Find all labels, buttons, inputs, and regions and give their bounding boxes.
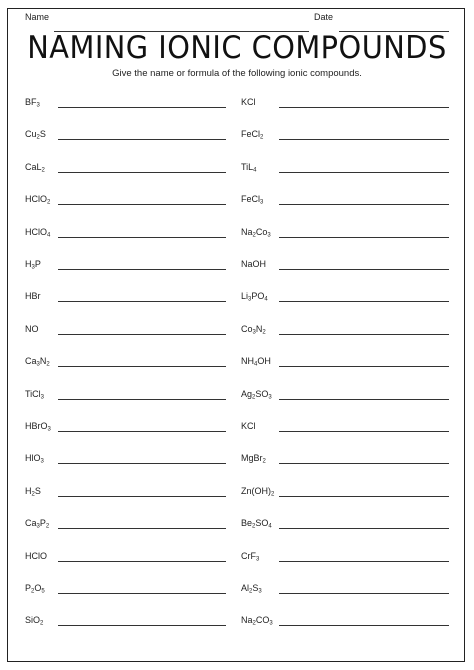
answer-line[interactable] (279, 301, 449, 302)
compound-formula: KCl (241, 421, 256, 431)
answer-line[interactable] (279, 269, 449, 270)
compound-formula: $Na_2CO_3$ (241, 615, 273, 627)
compound-formula: $H_2S$ (25, 486, 41, 498)
compound-formula: CrF$_3$ (241, 551, 260, 563)
compound-formula: NO (25, 324, 39, 334)
answer-line[interactable] (58, 431, 226, 432)
answer-line[interactable] (58, 139, 226, 140)
compound-formula: $Zn(OH)_2$ (241, 486, 275, 498)
answer-line[interactable] (279, 204, 449, 205)
answer-line[interactable] (58, 107, 226, 108)
answer-line[interactable] (279, 561, 449, 562)
compound-formula: HClO$_2$ (25, 194, 51, 206)
answer-line[interactable] (279, 496, 449, 497)
answer-line[interactable] (279, 625, 449, 626)
answer-line[interactable] (58, 301, 226, 302)
compound-formula: TiCl$_3$ (25, 389, 45, 401)
compound-formula: $Ag_2SO_3$ (241, 389, 272, 401)
compound-formula: FeCl$_3$ (241, 194, 264, 206)
name-label: Name (25, 12, 50, 22)
answer-line[interactable] (58, 366, 226, 367)
answer-line[interactable] (58, 237, 226, 238)
answer-line[interactable] (58, 204, 226, 205)
answer-line[interactable] (279, 237, 449, 238)
compound-formula: TiL$_4$ (241, 162, 257, 174)
compound-formula: $Al_2S_3$ (241, 583, 262, 595)
answer-line[interactable] (58, 625, 226, 626)
compound-formula: $NH_4OH$ (241, 356, 271, 368)
compound-formula: KCl (241, 97, 256, 107)
answer-line[interactable] (279, 334, 449, 335)
answer-line[interactable] (58, 269, 226, 270)
compound-formula: $Na_2Co_3$ (241, 227, 271, 239)
page-title: NAMING IONIC COMPOUNDS (27, 30, 447, 66)
answer-line[interactable] (58, 463, 226, 464)
answer-line[interactable] (279, 107, 449, 108)
answer-line[interactable] (279, 172, 449, 173)
compound-formula: FeCl$_2$ (241, 129, 264, 141)
compound-formula: $Co_3N_2$ (241, 324, 266, 336)
compound-formula: $Cu_2S$ (25, 129, 46, 141)
answer-line[interactable] (279, 366, 449, 367)
compound-formula: $Be_2SO_4$ (241, 518, 272, 530)
compound-formula: $H_3P$ (25, 259, 41, 271)
answer-line[interactable] (279, 463, 449, 464)
compound-formula: SiO$_2$ (25, 615, 44, 627)
answer-line[interactable] (279, 528, 449, 529)
answer-line[interactable] (58, 334, 226, 335)
compound-formula: $Ca_3N_2$ (25, 356, 50, 368)
answer-line[interactable] (58, 593, 226, 594)
answer-line[interactable] (58, 561, 226, 562)
date-label: Date (314, 12, 334, 22)
answer-line[interactable] (58, 399, 226, 400)
answer-line[interactable] (58, 528, 226, 529)
compound-formula: $BF_3$ (25, 97, 40, 109)
compound-formula: HlO$_3$ (25, 453, 44, 465)
answer-line[interactable] (58, 496, 226, 497)
answer-line[interactable] (279, 431, 449, 432)
answer-line[interactable] (279, 139, 449, 140)
compound-formula: HBrO$_3$ (25, 421, 51, 433)
answer-line[interactable] (58, 172, 226, 173)
answer-line[interactable] (279, 399, 449, 400)
answer-line[interactable] (279, 593, 449, 594)
compound-formula: HClO$_4$ (25, 227, 51, 239)
compound-formula: HBr (25, 291, 41, 301)
compound-formula: CaL$_2$ (25, 162, 45, 174)
compound-formula: MgBr$_2$ (241, 453, 266, 465)
compound-formula: $Ca_3P_2$ (25, 518, 50, 530)
instructions: Give the name or formula of the following ionic compounds. (112, 68, 362, 79)
compound-formula: $Li_3PO_4$ (241, 291, 268, 303)
compound-formula: HClO (25, 551, 47, 561)
compound-formula: $P_2O_5$ (25, 583, 45, 595)
compound-formula: NaOH (241, 259, 267, 269)
